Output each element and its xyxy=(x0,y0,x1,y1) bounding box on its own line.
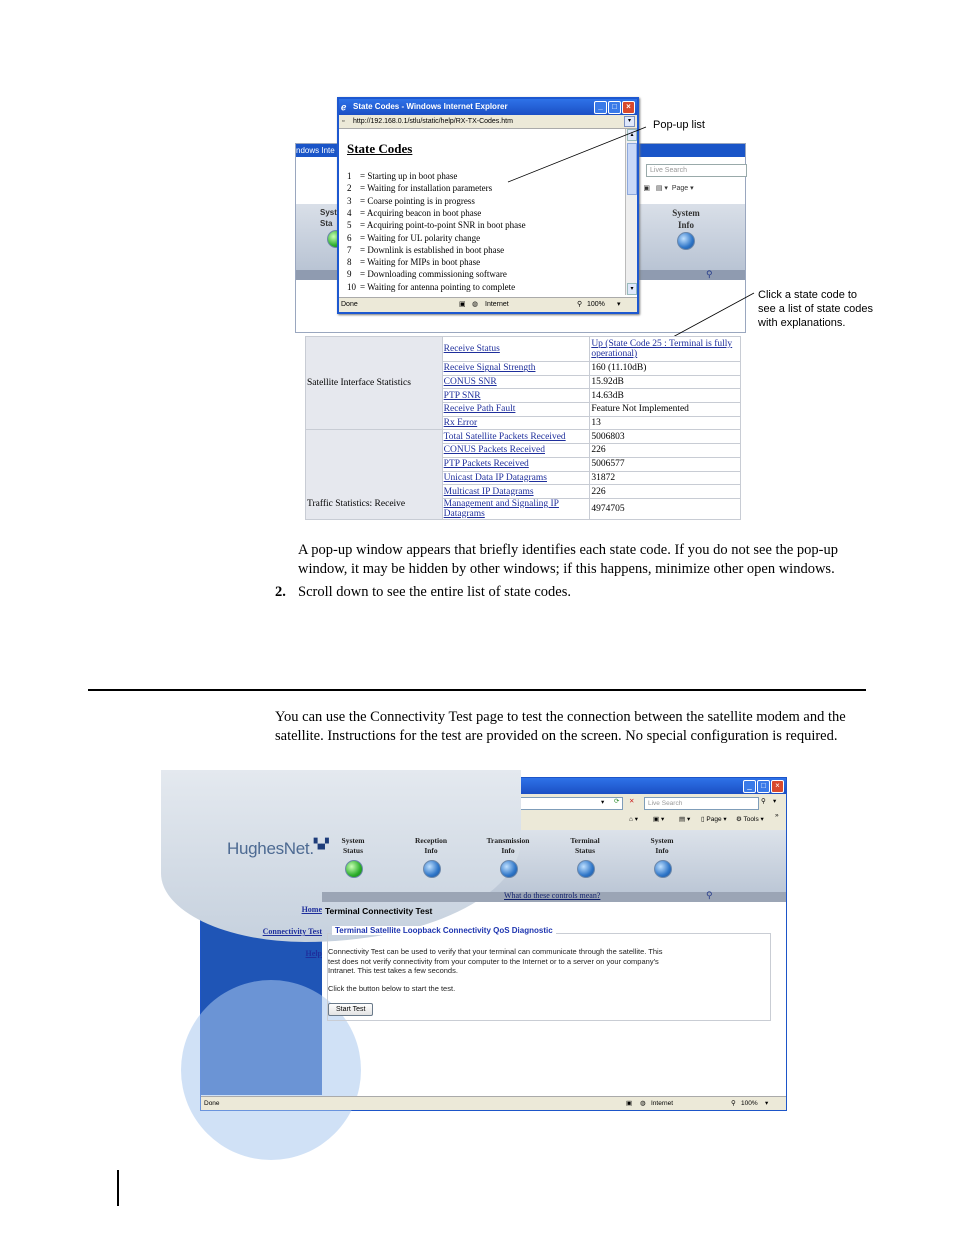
print-icon[interactable]: ▤ xyxy=(655,185,663,192)
state-code-number: 2 xyxy=(347,183,352,194)
feed-icon[interactable]: ▣ ▾ xyxy=(653,816,665,823)
sidebar xyxy=(201,830,322,1095)
logo-mark-icon: ▚▞ xyxy=(313,839,329,850)
lock-icon: ▣ xyxy=(626,1100,633,1107)
nav-item[interactable] xyxy=(401,836,461,856)
satellite-dish-icon: ⚲ xyxy=(706,269,713,279)
state-code-number: 6 xyxy=(347,232,352,243)
section-divider xyxy=(88,689,866,691)
browser-status-bar xyxy=(201,1096,786,1110)
status-indicator-icon[interactable] xyxy=(423,860,441,878)
search-chevron-icon[interactable]: ▾ xyxy=(773,798,777,805)
state-code-text: = Downloading commissioning software xyxy=(360,269,507,280)
address-chevron-icon[interactable]: ▾ xyxy=(601,799,605,806)
nav-item-label: Status xyxy=(574,846,595,855)
table-stat-link[interactable]: Receive Signal Strength xyxy=(442,362,590,376)
table-stat-link[interactable]: Total Satellite Packets Received xyxy=(442,430,590,444)
state-code-text: = Waiting for installation parameters xyxy=(360,183,493,194)
table-stat-link[interactable]: Multicast IP Datagrams xyxy=(442,485,590,499)
nav-item[interactable] xyxy=(478,836,538,856)
table-stat-value: 14.63dB xyxy=(590,389,741,403)
page-title: Terminal Connectivity Test xyxy=(325,906,433,916)
page-icon: ▫ xyxy=(342,118,345,125)
satellite-dish-icon: ⚲ xyxy=(706,890,713,900)
background-nav-left-1: Syst xyxy=(320,208,337,217)
state-code-number: 8 xyxy=(347,257,352,268)
state-codes-figure xyxy=(295,95,895,520)
step-number: 2. xyxy=(275,584,286,600)
nav-item-label: Info xyxy=(501,846,515,855)
status-zone: Internet xyxy=(651,1100,674,1107)
scroll-up-icon[interactable]: ▴ xyxy=(627,129,637,141)
page-menu[interactable]: ▯ Page ▾ xyxy=(701,816,727,823)
status-done: Done xyxy=(204,1100,220,1107)
table-stat-value: Feature Not Implemented xyxy=(590,403,741,417)
status-indicator-icon[interactable] xyxy=(345,860,363,878)
reception-stats-table xyxy=(305,336,741,520)
more-chevron-icon[interactable]: » xyxy=(775,812,779,819)
hughesnet-logo[interactable] xyxy=(227,839,329,859)
table-stat-value: 31872 xyxy=(590,471,741,485)
click-callout-line-2: see a list of state codes xyxy=(758,303,873,315)
table-stat-value: 226 xyxy=(590,444,741,458)
sidebar-item-help[interactable]: Help xyxy=(305,949,322,958)
nav-item[interactable] xyxy=(632,836,692,856)
search-icon[interactable]: ⚲ xyxy=(761,798,766,805)
refresh-icon[interactable]: ⟳ xyxy=(614,798,620,805)
popup-callout-label: Pop-up list xyxy=(653,119,705,131)
minimize-icon[interactable]: _ xyxy=(594,101,607,114)
click-callout-line xyxy=(671,293,754,338)
background-nav-right-1: System xyxy=(672,208,700,218)
state-code-number: 1 xyxy=(347,171,352,181)
table-group-label: Satellite Interface Statistics xyxy=(306,337,443,430)
close-icon[interactable]: × xyxy=(622,101,635,114)
table-stat-link[interactable]: PTP SNR xyxy=(442,389,590,403)
sidebar-item-home[interactable]: Home xyxy=(301,905,322,914)
sidebar-item-connectivity-test[interactable]: Connectivity Test xyxy=(262,927,322,936)
popup-callout-line xyxy=(508,127,646,182)
table-stat-link[interactable]: Management and Signaling IP Datagrams xyxy=(442,498,590,519)
table-row xyxy=(306,337,741,362)
status-zoom[interactable]: 100% xyxy=(741,1100,758,1107)
ie-icon: ℯ xyxy=(341,102,347,112)
table-stat-value: 226 xyxy=(590,485,741,499)
nav-item-label: System xyxy=(650,836,674,845)
status-indicator-icon[interactable] xyxy=(577,860,595,878)
nav-item-label: Transmission xyxy=(486,836,530,845)
state-code-text: = Waiting for UL polarity change xyxy=(360,232,481,243)
print-icon[interactable]: ▤ ▾ xyxy=(679,816,691,823)
nav-item[interactable] xyxy=(323,836,383,856)
table-stat-value: 15.92dB xyxy=(590,375,741,389)
reception-stats-table-clip xyxy=(305,336,745,520)
globe-icon: ◍ xyxy=(640,1100,646,1107)
logo-text: HughesNet. xyxy=(227,839,314,858)
state-codes-heading: State Codes xyxy=(347,141,413,156)
globe-icon: ◍ xyxy=(472,301,479,308)
state-code-text: = Coarse pointing is in progress xyxy=(360,195,475,206)
minimize-icon[interactable]: _ xyxy=(743,780,756,793)
diagnostic-description: Connectivity Test can be used to verify that your terminal can communicate through the satellite. This test does not verify connectivity from your computer to the Internet or to a server on your company's Intranet. This test takes a few seconds. xyxy=(328,947,663,975)
state-code-text: = Waiting for antenna pointing to complete xyxy=(360,281,516,292)
maximize-icon[interactable]: □ xyxy=(608,101,621,114)
zoom-icon[interactable]: ⚲ xyxy=(577,301,583,308)
diagnostic-instruction: Click the button below to start the test. xyxy=(328,984,456,993)
background-title-text: ndows Inte xyxy=(296,146,335,155)
lock-icon: ▣ xyxy=(459,301,466,308)
popup-url: http://192.168.0.1/stlu/static/help/RX-TX-Codes.htm xyxy=(353,118,513,125)
help-band xyxy=(322,892,786,902)
nav-item-label: Terminal xyxy=(570,836,600,845)
state-code-number: 3 xyxy=(347,195,352,206)
home-icon[interactable]: ⌂ ▾ xyxy=(629,816,638,823)
zoom-icon[interactable]: ⚲ xyxy=(731,1100,736,1107)
state-code-number: 4 xyxy=(347,207,352,218)
connectivity-test-browser-window xyxy=(200,777,787,1111)
table-group-label: Traffic Statistics: Receive xyxy=(306,430,443,519)
background-nav-left-2: Sta xyxy=(320,219,333,228)
table-stat-value: 5006803 xyxy=(590,430,741,444)
nav-item-label: Reception xyxy=(414,836,448,845)
table-stat-link[interactable]: Rx Error xyxy=(442,416,590,430)
table-stat-value: 160 (11.10dB) xyxy=(590,362,741,376)
status-indicator-icon[interactable] xyxy=(500,860,518,878)
controls-help-link[interactable]: What do these controls mean? xyxy=(504,891,601,900)
table-stat-link[interactable]: CONUS SNR xyxy=(442,375,590,389)
status-indicator-icon[interactable] xyxy=(654,860,672,878)
background-search-input[interactable]: Live Search xyxy=(646,164,747,177)
popup-explanation-paragraph: A pop-up window appears that briefly identifies each state code. If you do not see the pop-up window, it may be hidden by other windows; if this happens, minimize other open windows. xyxy=(298,542,838,577)
state-code-text: = Acquiring point-to-point SNR in boot phase xyxy=(360,220,526,231)
step-text: Scroll down to see the entire list of state codes. xyxy=(298,584,572,600)
zoom-chevron-icon[interactable]: ▾ xyxy=(765,1100,769,1107)
background-toolbar: ▣ ▤ ▾ Page ▾ xyxy=(634,182,744,196)
table-stat-link[interactable]: CONUS Packets Received xyxy=(442,444,590,458)
background-nav-right-2: Info xyxy=(677,220,694,230)
state-code-text: = Downlink is established in boot phase xyxy=(360,244,505,255)
connectivity-test-paragraph: You can use the Connectivity Test page to test the connection between the satellite modem and the satellite. Instructions for the test are provided on the screen. No special configuration is required. xyxy=(275,709,846,744)
scroll-down-icon[interactable]: ▾ xyxy=(627,283,637,295)
state-code-text: = Acquiring beacon in boot phase xyxy=(360,207,482,218)
feed-icon[interactable]: ▣ xyxy=(643,185,650,192)
state-code-text: = Starting up in boot phase xyxy=(360,171,458,181)
table-stat-link[interactable]: Unicast Data IP Datagrams xyxy=(442,471,590,485)
state-code-number: 5 xyxy=(347,220,352,231)
table-stat-link[interactable]: Receive Path Fault xyxy=(442,403,590,417)
nav-item-label: Info xyxy=(424,846,438,855)
click-callout-label xyxy=(758,288,873,330)
table-row xyxy=(306,430,741,444)
table-stat-link[interactable]: Receive Status xyxy=(442,337,590,362)
status-zoom[interactable]: 100% xyxy=(587,301,605,308)
table-stat-value: 5006577 xyxy=(590,457,741,471)
table-stat-value[interactable]: Up (State Code 25 : Terminal is fully operational) xyxy=(590,337,741,362)
nav-item-label: System xyxy=(341,836,365,845)
nav-item-label: Status xyxy=(342,846,363,855)
margin-change-bar xyxy=(117,1170,119,1206)
stop-icon[interactable]: ✕ xyxy=(629,798,635,805)
page-menu[interactable]: Page xyxy=(671,185,689,192)
popup-title-text: State Codes - Windows Internet Explorer xyxy=(353,102,508,111)
sidebar-curve xyxy=(161,770,521,942)
state-code-number: 7 xyxy=(347,244,352,255)
zoom-chevron-icon[interactable]: ▾ xyxy=(617,301,621,308)
chevron-down-icon[interactable]: ▾ xyxy=(624,116,635,127)
nav-item[interactable] xyxy=(555,836,615,856)
table-stat-link[interactable]: PTP Packets Received xyxy=(442,457,590,471)
state-code-number: 9 xyxy=(347,269,352,280)
state-code-number: 10 xyxy=(347,281,356,292)
nav-item-label: Info xyxy=(655,846,669,855)
state-code-text: = Waiting for MIPs in boot phase xyxy=(360,257,481,268)
diagnostic-box-title: Terminal Satellite Loopback Connectivity QoS Diagnostic xyxy=(332,926,556,935)
click-callout-line-1: Click a state code to xyxy=(758,289,858,301)
status-zone: Internet xyxy=(485,301,509,308)
status-done: Done xyxy=(341,301,358,308)
search-input[interactable]: Live Search xyxy=(644,797,759,810)
close-icon[interactable]: × xyxy=(771,780,784,793)
maximize-icon[interactable]: □ xyxy=(757,780,770,793)
start-test-button[interactable]: Start Test xyxy=(328,1003,373,1016)
table-stat-value: 4974705 xyxy=(590,498,741,519)
tools-menu[interactable]: ⚙ Tools ▾ xyxy=(736,816,764,823)
click-callout-line-3: with explanations. xyxy=(758,317,846,329)
table-stat-value: 13 xyxy=(590,416,741,430)
